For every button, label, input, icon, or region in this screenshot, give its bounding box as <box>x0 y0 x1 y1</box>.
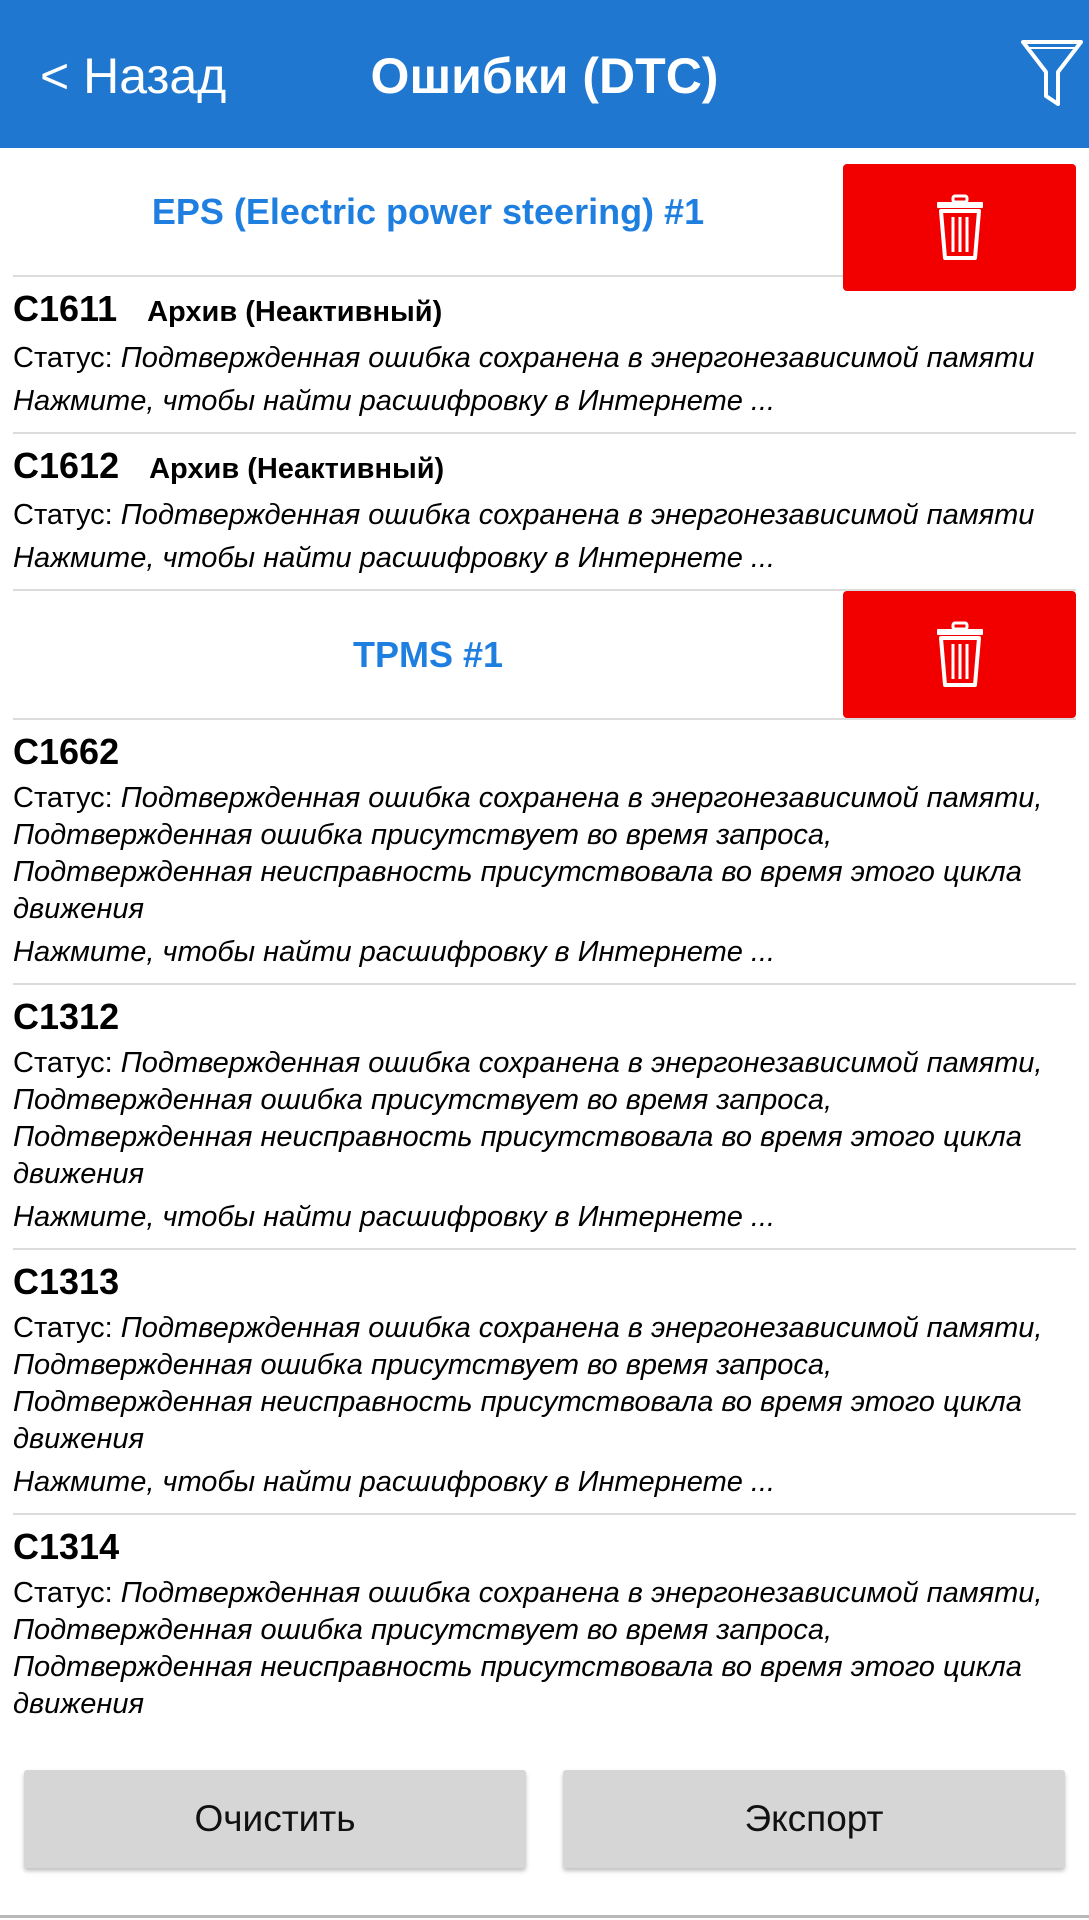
back-button[interactable]: < Назад <box>40 48 227 104</box>
dtc-item[interactable] <box>13 277 1076 434</box>
status-value: Подтвержденная ошибка сохранена в энергонезависимой памяти <box>120 342 1035 374</box>
dtc-archive-state: Архив (Неактивный) <box>147 296 443 328</box>
dtc-status <box>13 1575 1076 1723</box>
search-hint-link[interactable]: Нажмите, чтобы найти расшифровку в Интернете ... <box>13 936 776 968</box>
dtc-status <box>13 497 1076 534</box>
bottom-divider <box>0 1915 1089 1918</box>
dtc-status <box>13 1045 1076 1193</box>
status-label: Статус: <box>13 342 113 374</box>
clear-button[interactable]: Очистить <box>24 1770 526 1868</box>
search-hint-link[interactable]: Нажмите, чтобы найти расшифровку в Интернете ... <box>13 542 776 574</box>
page-title: Ошибки (DTC) <box>370 48 719 104</box>
search-hint-link[interactable]: Нажмите, чтобы найти расшифровку в Интернете ... <box>13 1201 776 1233</box>
dtc-list[interactable] <box>0 148 1089 1723</box>
dtc-code: C1662 <box>13 731 120 772</box>
status-value: Подтвержденная ошибка сохранена в энергонезависимой памяти, Подтвержденная ошибка присутствует во время запроса, Подтвержденная неисправность присутствовала во время этого цикла движения <box>13 1047 1043 1190</box>
dtc-item[interactable] <box>13 434 1076 591</box>
status-value: Подтвержденная ошибка сохранена в энергонезависимой памяти <box>120 499 1035 531</box>
dtc-code: C1313 <box>13 1261 120 1302</box>
status-value: Подтвержденная ошибка сохранена в энергонезависимой памяти, Подтвержденная ошибка присутствует во время запроса, Подтвержденная неисправность присутствовала во время этого цикла движения <box>13 1312 1043 1455</box>
section-header-tpms <box>13 591 1076 720</box>
delete-section-button[interactable] <box>843 591 1076 718</box>
trash-icon <box>936 195 984 261</box>
status-label: Статус: <box>13 1577 113 1609</box>
dtc-code: C1314 <box>13 1526 120 1567</box>
dtc-item[interactable] <box>13 720 1076 985</box>
filter-button[interactable] <box>1020 38 1084 110</box>
dtc-archive-state: Архив (Неактивный) <box>149 453 445 485</box>
status-label: Статус: <box>13 1312 113 1344</box>
filter-icon <box>1020 38 1084 110</box>
dtc-code: C1312 <box>13 996 120 1037</box>
dtc-code: C1611 <box>13 288 118 329</box>
dtc-item[interactable] <box>13 1250 1076 1515</box>
status-value: Подтвержденная ошибка сохранена в энергонезависимой памяти, Подтвержденная ошибка присутствует во время запроса, Подтвержденная неисправность присутствовала во время этого цикла движения <box>13 1577 1043 1720</box>
section-title: EPS (Electric power steering) #1 <box>151 190 705 232</box>
bottom-action-bar <box>0 1723 1089 1920</box>
dtc-status <box>13 780 1076 928</box>
status-label: Статус: <box>13 499 113 531</box>
dtc-item[interactable] <box>13 985 1076 1250</box>
search-hint-link[interactable]: Нажмите, чтобы найти расшифровку в Интернете ... <box>13 1466 776 1498</box>
section-header-eps <box>13 148 1076 277</box>
status-label: Статус: <box>13 782 113 814</box>
status-label: Статус: <box>13 1047 113 1079</box>
status-value: Подтвержденная ошибка сохранена в энергонезависимой памяти, Подтвержденная ошибка присутствует во время запроса, Подтвержденная неисправность присутствовала во время этого цикла движения <box>13 782 1043 925</box>
section-title: TPMS #1 <box>352 633 504 675</box>
delete-section-button[interactable] <box>843 164 1076 291</box>
export-button[interactable]: Экспорт <box>563 1770 1065 1868</box>
dtc-status <box>13 1310 1076 1458</box>
trash-icon <box>936 622 984 688</box>
top-app-bar <box>0 0 1089 148</box>
dtc-code: C1612 <box>13 445 120 486</box>
dtc-status <box>13 340 1076 377</box>
search-hint-link[interactable]: Нажмите, чтобы найти расшифровку в Интернете ... <box>13 385 776 417</box>
